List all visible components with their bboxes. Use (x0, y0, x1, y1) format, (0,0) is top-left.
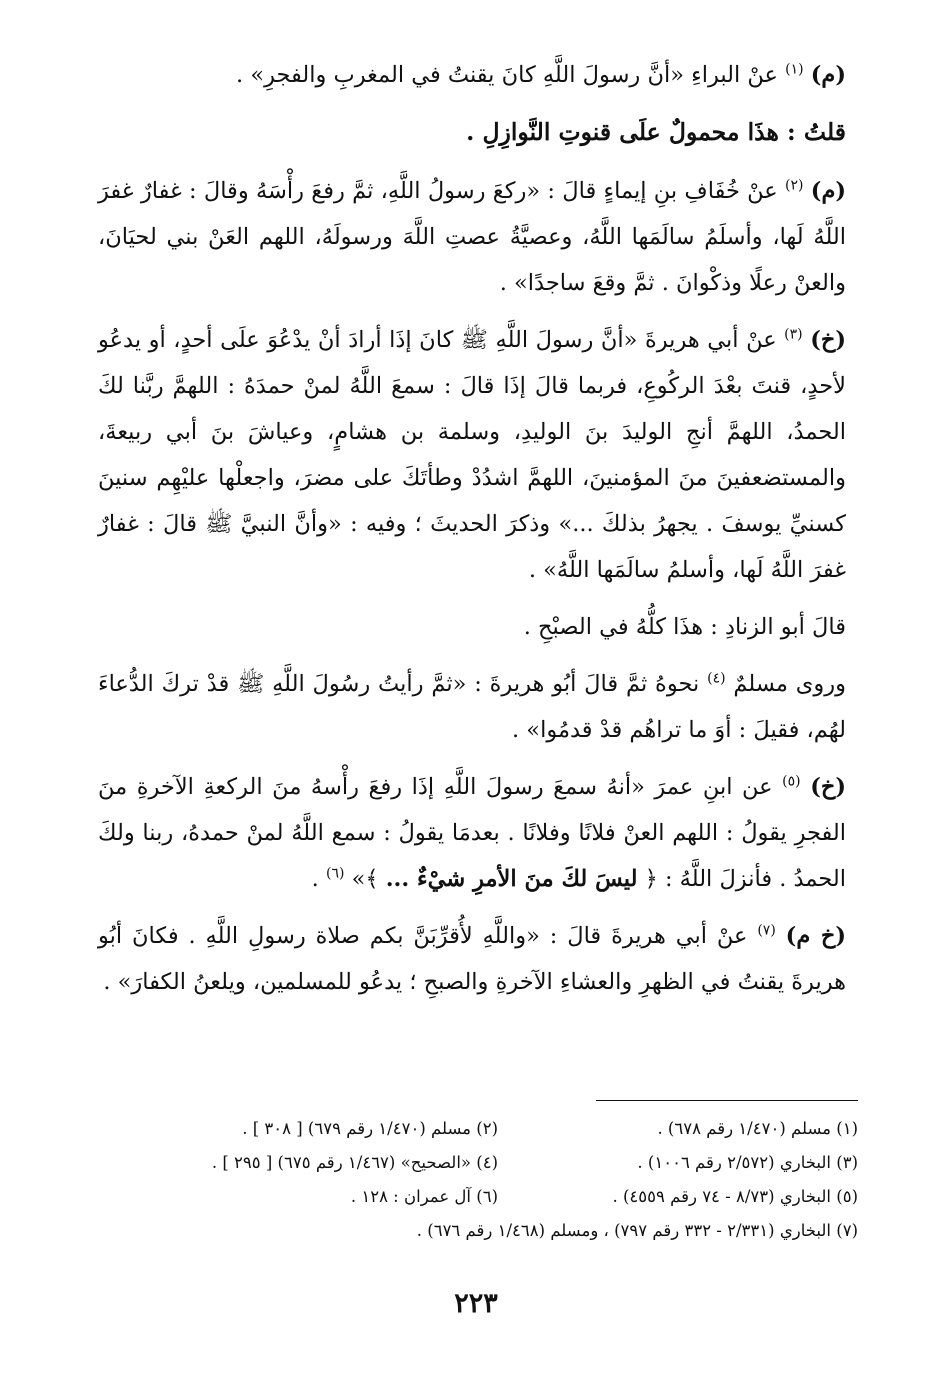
author-comment (98, 109, 858, 155)
footnote-4: (٤) «الصحيح» (١/٤٦٧ رقم ٦٧٥) [ ٢٩٥ ] . (211, 1153, 498, 1172)
page-number: ٢٢٣ (454, 1288, 498, 1319)
hadith-paragraph-4 (98, 661, 858, 753)
footnote-ref: (٧) (757, 922, 776, 939)
footnotes (98, 1112, 858, 1248)
footnote-row (98, 1180, 858, 1214)
hadith-paragraph-5 (98, 764, 858, 902)
hadith-text: عن ابنِ عمرَ «أنهُ سمعَ رسولَ اللَّهِ إذَا رفعَ رأْسهُ منَ الركعةِ الآخرةِ منَ الفجرِ يقولُ : اللهم العنْ فلانًا وفلانًا . بعدمَا يقولُ : سمع اللَّهُ لمنْ حمدهُ، ربنا ولكَ الحمدُ . فأنزلَ اللَّهُ : ﴿ (98, 774, 846, 892)
hadith-paragraph-3 (98, 317, 858, 593)
footnote-row (98, 1146, 858, 1180)
hadith-text: عنْ أبي هريرةَ «أنَّ رسولَ اللَّهِ ﷺ كانَ إذَا أرادَ أنْ يدْعُوَ علَى أحدٍ، أو يدعُو لأحدٍ، قنتَ بعْدَ الركُوعِ، فربما قالَ إذَا قالَ : سمعَ اللَّهُ لمنْ حمدَهُ : اللهمَّ ربَّنا لكَ الحمدُ، اللهمَّ أنجِ الوليدَ بنَ الوليدِ، وسلمة بن هشامٍ، وعياشَ بنَ أبي ربيعةَ، والمستضعفينَ منَ المؤمنينَ، اللهمَّ اشدُدْ وطأتَكَ على مضرَ، واجعلْها عليْهِم سنينَ كسنيِّ يوسفَ . يجهرُ بذلكَ ...» وذكرَ الحديثَ ؛ وفيه : «وأنَّ النبيَّ ﷺ قالَ : غفارٌ غفرَ اللَّهُ لَها، وأسلمُ سالَمَها اللَّهُ» . (98, 327, 846, 583)
footnote-2: (٢) مسلم (١/٤٧٠ رقم ٦٧٩) [ ٣٠٨ ] . (242, 1119, 498, 1138)
comment-text: قلتُ : هذَا محمولٌ علَى قنوتِ النَّوازِلِ . (466, 118, 846, 146)
source-marker: (خ) (810, 327, 847, 353)
sentence-end: . (311, 866, 319, 892)
footnote-ref: (٢) (785, 177, 804, 194)
footnote-row (98, 1112, 858, 1146)
source-marker: (خ) (810, 774, 847, 800)
footnote-ref: (٤) (707, 670, 726, 687)
footnote-ref: (٣) (784, 326, 803, 343)
footnote-6: (٦) آل عمران : ١٢٨ . (350, 1187, 498, 1206)
footnote-ref: (٥) (782, 773, 801, 790)
footnote-ref: (١) (785, 61, 804, 78)
hadith-paragraph-6 (98, 913, 858, 1005)
comment-text: قالَ أبو الزنادِ : هذَا كلُّهُ في الصبْحِ . (523, 614, 846, 640)
hadith-text: عنْ أبي هريرةَ قالَ : «واللَّهِ لأُقرِّبَنَّ بكم صلاة رسولِ اللَّهِ . فكانَ أبُو هريرةَ يقنتُ في الظهرِ والعشاءِ الآخرةِ والصبحِ ؛ يدعُو للمسلمين، ويلعنُ الكفارَ» . (98, 923, 846, 995)
quran-verse: ليسَ لكَ منَ الأمرِ شيْءٌ ... (385, 866, 638, 892)
footnote-row (98, 1214, 858, 1248)
source-marker: (م) (810, 178, 847, 204)
footnote-ref: (٦) (325, 865, 345, 882)
hadith-text: نحوهُ ثمَّ قالَ أبُو هريرةَ : «ثمَّ رأيتُ رسُولَ اللَّهِ ﷺ قدْ تركَ الدُّعاءَ لهُم، فقيلَ : أوَ ما تراهُم قدْ قدمُوا» . (98, 671, 846, 743)
footnote-divider (596, 1100, 858, 1101)
footnote-3: (٣) البخاري (٢/٥٧٢ رقم ١٠٠٦) . (637, 1153, 858, 1172)
hadith-paragraph-1 (98, 52, 858, 98)
footnote-1: (١) مسلم (١/٤٧٠ رقم ٦٧٨) . (657, 1119, 858, 1138)
hadith-text: عنْ خُفَافِ بنِ إيماءٍ قالَ : «ركعَ رسولُ اللَّهِ، ثمَّ رفعَ رأْسَهُ وقالَ : غفارٌ غفرَ اللَّهُ لَها، وأسلَمُ سالَمَها اللَّهُ، وعصيَّةُ عصتِ اللَّهَ ورسولَهُ، اللهم العَنْ بني لحيَانَ، والعنْ رعلًا وذكْوانَ . ثمَّ وقعَ ساجدًا» . (98, 178, 846, 296)
source-marker: (خ م) (785, 923, 846, 949)
quote-close: ﴾» (351, 866, 379, 892)
footnote-5: (٥) البخاري (٨/٧٣ - ٧٤ رقم ٤٥٥٩) . (612, 1187, 858, 1206)
main-text (98, 52, 858, 1016)
hadith-text: عنْ البراءِ «أنَّ رسولَ اللَّهِ كانَ يقنتُ في المغربِ والفجرِ» . (236, 62, 778, 88)
narration-prefix: وروى مسلمٌ (733, 671, 846, 697)
source-marker: (م) (810, 62, 846, 88)
footnote-7: (٧) البخاري (٢/٣٣١ - ٣٣٢ رقم ٧٩٧) ، ومسلم (١/٤٦٨ رقم ٦٧٦) . (416, 1221, 858, 1240)
hadith-paragraph-2 (98, 168, 858, 306)
narrator-comment (98, 604, 858, 650)
